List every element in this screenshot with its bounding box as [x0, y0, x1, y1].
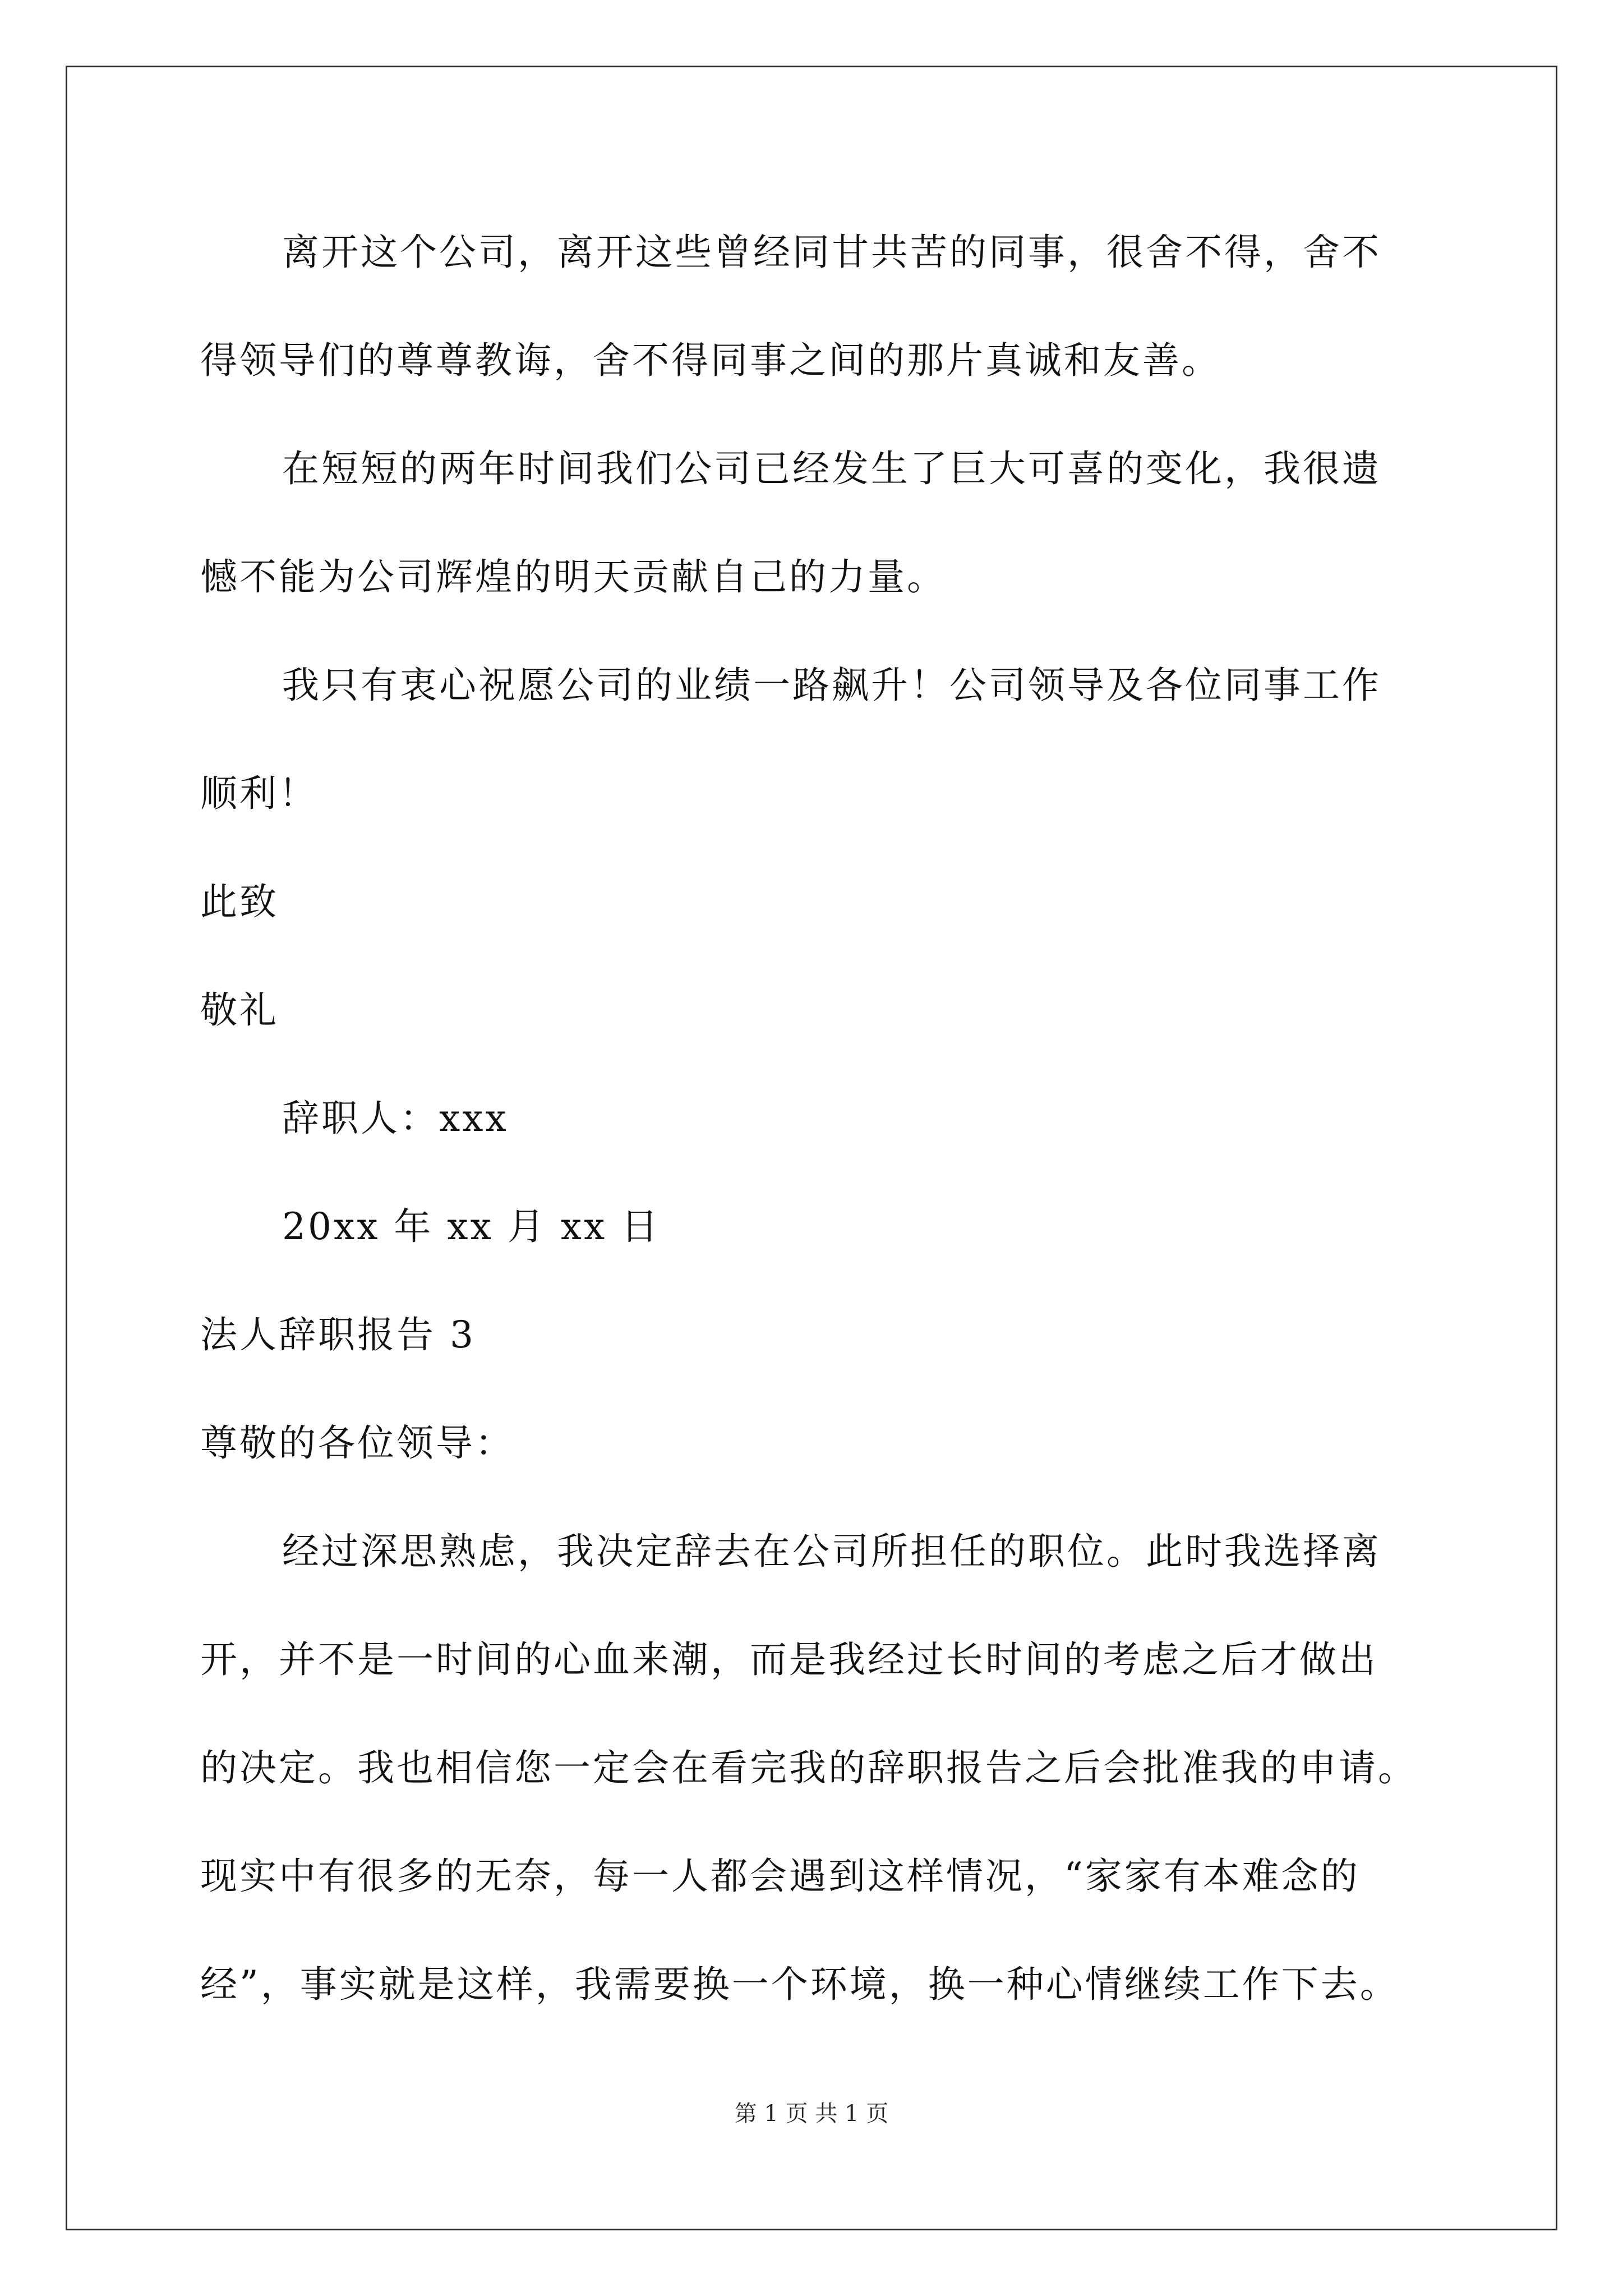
body-line-2: 开，并不是一时间的心血来潮，而是我经过长时间的考虑之后才做出: [200, 1638, 1378, 1681]
section-title: 法人辞职报告 3: [200, 1313, 476, 1356]
paragraph-3-line-1: 我只有衷心祝愿公司的业绩一路飙升！公司领导及各位同事工作: [282, 664, 1381, 707]
page-border: [66, 66, 1557, 2230]
date-line: 20xx 年 xx 月 xx 日: [282, 1205, 661, 1248]
page-number-footer: 第 1 页 共 1 页: [734, 2101, 889, 2127]
body-line-5: 经”，事实就是这样，我需要换一个环境，换一种心情继续工作下去。: [200, 1963, 1399, 2006]
signer-line: 辞职人：xxx: [282, 1097, 509, 1140]
paragraph-3-line-2: 顺利！: [200, 772, 318, 815]
paragraph-1-line-2: 得领导们的尊尊教诲，舍不得同事之间的那片真诚和友善。: [200, 339, 1221, 382]
closing-line-1: 此致: [200, 880, 279, 923]
paragraph-2-line-2: 憾不能为公司辉煌的明天贡献自己的力量。: [200, 555, 946, 599]
salutation: 尊敬的各位领导：: [200, 1421, 514, 1465]
paragraph-2-line-1: 在短短的两年时间我们公司已经发生了巨大可喜的变化，我很遗: [282, 447, 1381, 490]
body-line-1: 经过深思熟虑，我决定辞去在公司所担任的职位。此时我选择离: [282, 1530, 1381, 1573]
closing-line-2: 敬礼: [200, 988, 279, 1032]
body-line-4: 现实中有很多的无奈，每一人都会遇到这样情况，“家家有本难念的: [200, 1855, 1360, 1898]
paragraph-1-line-1: 离开这个公司，离开这些曾经同甘共苦的同事，很舍不得，舍不: [282, 231, 1381, 274]
body-line-3: 的决定。我也相信您一定会在看完我的辞职报告之后会批准我的申请。: [200, 1746, 1417, 1789]
